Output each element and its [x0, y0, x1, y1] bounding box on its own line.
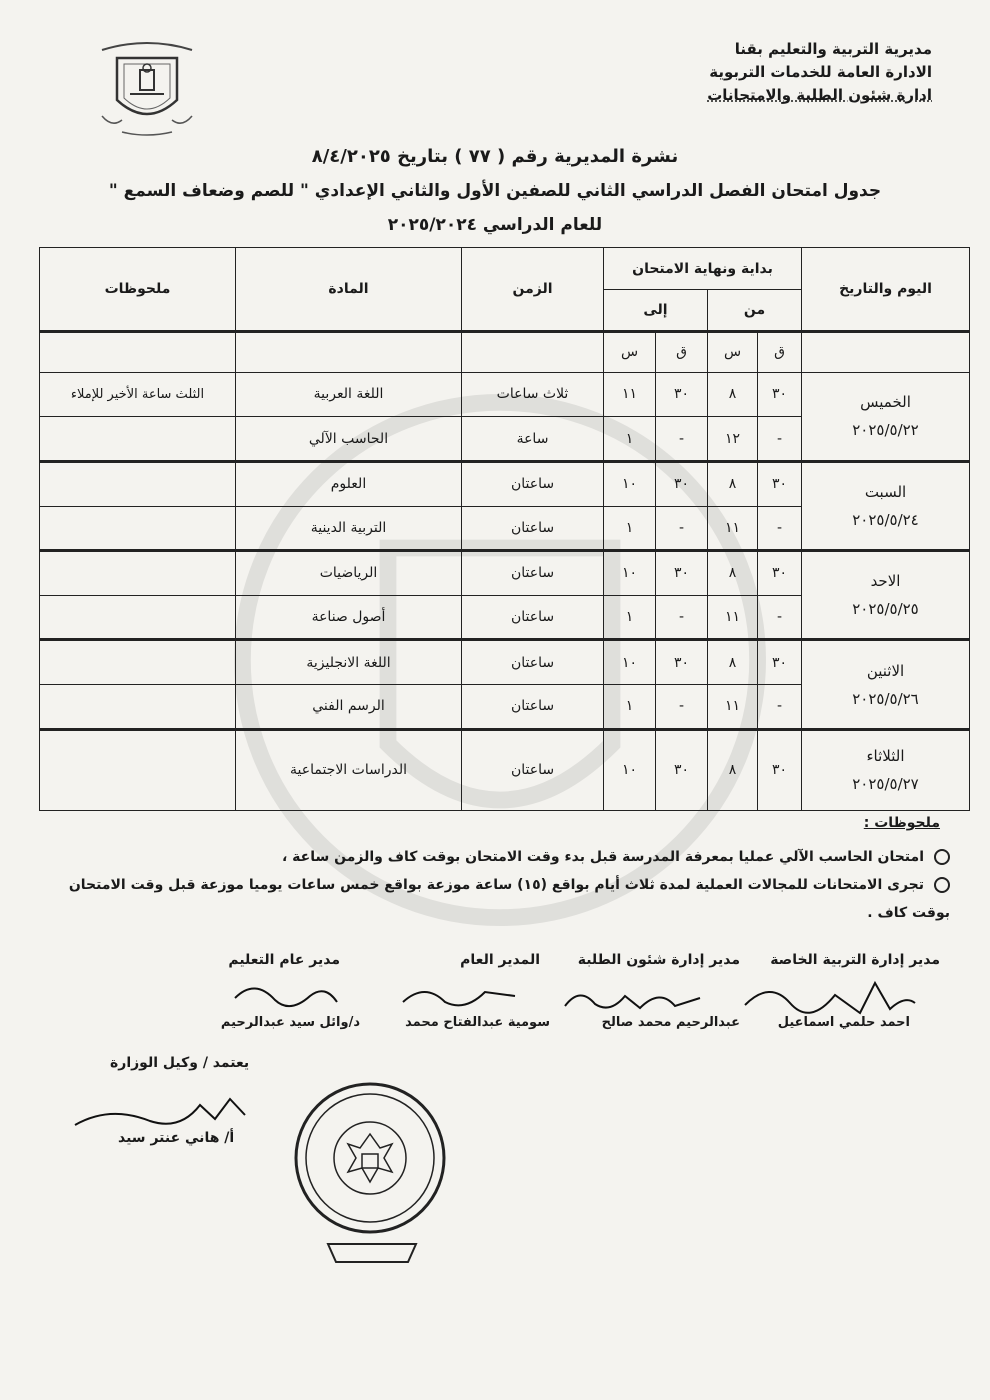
- to-hour-cell: ١٠: [604, 640, 656, 685]
- to-minute-cell: -: [656, 506, 708, 551]
- to-minute-cell: ٣٠: [656, 729, 708, 810]
- from-hour-cell: ١٢: [708, 417, 758, 462]
- note-text: امتحان الحاسب الآلي عمليا بمعرفة المدرسة قبل بدء وقت الامتحان بوقت كاف والزمن ساعة ،: [281, 849, 924, 865]
- signature-icon: [70, 1085, 270, 1135]
- from-minute-cell: ٣٠: [758, 551, 802, 596]
- header-line-3: ادارة شئون الطلبة والامتحانات: [707, 86, 932, 104]
- header-from: من: [708, 290, 802, 332]
- to-hour-cell: ١: [604, 595, 656, 640]
- exam-schedule-table: [40, 247, 970, 811]
- subject-cell: الحاسب الآلي: [236, 417, 462, 462]
- duration-cell: ثلاث ساعات: [462, 372, 604, 417]
- note-cell: [40, 640, 236, 685]
- note-cell: [40, 417, 236, 462]
- day-date-cell: [802, 640, 970, 729]
- approver-name: أ/ هاني عنتر سيد: [118, 1130, 235, 1146]
- to-hour-cell: ١: [604, 685, 656, 730]
- signature-icon: [225, 978, 345, 1018]
- blank-cell: [40, 332, 236, 373]
- header-duration: الزمن: [462, 248, 604, 332]
- to-minute-cell: ٣٠: [656, 640, 708, 685]
- signatory-name: احمد حلمي اسماعيل: [777, 1015, 910, 1030]
- seal-stamp-base-icon: [322, 1240, 422, 1264]
- note-cell: [40, 506, 236, 551]
- blank-cell: [802, 332, 970, 373]
- exam-date: ٢٠٢٥/٥/٢٦: [852, 689, 919, 708]
- table-row: [40, 461, 970, 506]
- header-line-1: مديرية التربية والتعليم بقنا: [734, 40, 932, 58]
- unit-to-hour: س: [604, 332, 656, 373]
- to-minute-cell: ٣٠: [656, 461, 708, 506]
- note-cell: [40, 461, 236, 506]
- to-hour-cell: ١٠: [604, 551, 656, 596]
- exam-day: الخميس: [860, 393, 911, 412]
- duration-cell: ساعتان: [462, 640, 604, 685]
- signature-title: مدير إدارة شئون الطلبة: [577, 952, 740, 968]
- signature-icon: [560, 978, 710, 1018]
- subject-cell: اللغة العربية: [236, 372, 462, 417]
- subject-cell: الدراسات الاجتماعية: [236, 729, 462, 810]
- duration-cell: ساعتان: [462, 729, 604, 810]
- from-hour-cell: ٨: [708, 729, 758, 810]
- from-minute-cell: ٣٠: [758, 461, 802, 506]
- exam-date: ٢٠٢٥/٥/٢٤: [852, 511, 919, 529]
- official-seal-icon: [290, 1078, 450, 1238]
- table-row: [40, 729, 970, 810]
- from-hour-cell: ٨: [708, 461, 758, 506]
- to-minute-cell: -: [656, 685, 708, 730]
- bullet-icon: [934, 849, 950, 865]
- subject-cell: اللغة الانجليزية: [236, 640, 462, 685]
- subject-cell: العلوم: [236, 461, 462, 506]
- exam-day: الاثنين: [866, 661, 905, 680]
- subject-cell: الرياضيات: [236, 551, 462, 596]
- exam-day: السبت: [864, 483, 907, 501]
- duration-cell: ساعتان: [462, 685, 604, 730]
- directorate-header: [632, 38, 932, 107]
- document-titles: [30, 140, 960, 242]
- from-minute-cell: -: [758, 595, 802, 640]
- duration-cell: ساعتان: [462, 506, 604, 551]
- note-cell: [40, 551, 236, 596]
- approval-label: يعتمد / وكيل الوزارة: [110, 1055, 250, 1071]
- day-date-cell: [802, 551, 970, 640]
- signature-names: [200, 1015, 940, 1039]
- from-hour-cell: ٨: [708, 640, 758, 685]
- schedule-title: جدول امتحان الفصل الدراسي الثاني للصفين الأول والثاني الإعدادي " للصم وضعاف السمع ": [108, 181, 882, 201]
- exam-date: ٢٠٢٥/٥/٢٢: [852, 421, 919, 440]
- signature-title: مدير إدارة التربية الخاصة: [770, 952, 940, 968]
- unit-to-minute: ق: [656, 332, 708, 373]
- table-row: [40, 372, 970, 417]
- from-minute-cell: -: [758, 685, 802, 730]
- header-day-date: اليوم والتاريخ: [802, 248, 970, 332]
- exam-date: ٢٠٢٥/٥/٢٧: [852, 775, 919, 794]
- exam-day: الثلاثاء: [866, 747, 905, 766]
- bulletin-title: نشرة المديرية رقم ( ٧٧ ) بتاريخ ٨/٤/٢٠٢٥: [311, 146, 679, 167]
- day-date-cell: [802, 729, 970, 810]
- duration-cell: ساعتان: [462, 551, 604, 596]
- signature-icon: [740, 975, 920, 1019]
- note-text: تجرى الامتحانات للمجالات العملية لمدة ثلاث أيام بواقع (١٥) ساعة موزعة بواقع خمس ساعات يوميا موزعة قبل وقت الامتحان بوقت كاف .: [68, 877, 950, 921]
- list-item: [35, 843, 950, 871]
- from-hour-cell: ١١: [708, 685, 758, 730]
- signature-title: المدير العام: [460, 952, 540, 968]
- unit-from-hour: س: [708, 332, 758, 373]
- header-line-2: الادارة العامة للخدمات التربوية: [709, 63, 932, 81]
- signatory-name: عبدالرحيم محمد صالح: [601, 1015, 740, 1030]
- subject-cell: الرسم الفني: [236, 685, 462, 730]
- signatory-name: د/وائل سيد عبدالرحيم: [220, 1015, 360, 1030]
- day-date-cell: [802, 461, 970, 550]
- blank-cell: [236, 332, 462, 373]
- to-hour-cell: ١٠: [604, 729, 656, 810]
- duration-cell: ساعة: [462, 417, 604, 462]
- header-start-end: بداية ونهاية الامتحان: [604, 248, 802, 290]
- to-hour-cell: ١: [604, 506, 656, 551]
- from-minute-cell: -: [758, 506, 802, 551]
- academic-year: للعام الدراسي ٢٠٢٥/٢٠٢٤: [387, 215, 603, 235]
- directorate-logo-icon: [92, 28, 202, 138]
- duration-cell: ساعتان: [462, 595, 604, 640]
- signature-title: مدير عام التعليم: [228, 952, 340, 968]
- header-to: إلى: [604, 290, 708, 332]
- from-minute-cell: ٣٠: [758, 640, 802, 685]
- to-minute-cell: -: [656, 417, 708, 462]
- from-hour-cell: ١١: [708, 506, 758, 551]
- notes-list: [35, 843, 950, 927]
- table-row: [40, 551, 970, 596]
- note-cell: [40, 595, 236, 640]
- header-subject: المادة: [236, 248, 462, 332]
- note-cell: [40, 729, 236, 810]
- to-hour-cell: ١: [604, 417, 656, 462]
- subject-cell: أصول صناعة: [236, 595, 462, 640]
- signature-titles: [200, 952, 940, 976]
- list-item: [35, 871, 950, 927]
- notes-title: ملحوظات :: [863, 815, 940, 831]
- from-hour-cell: ٨: [708, 372, 758, 417]
- from-hour-cell: ١١: [708, 595, 758, 640]
- from-hour-cell: ٨: [708, 551, 758, 596]
- note-cell: الثلث ساعة الأخير للإملاء: [40, 372, 236, 417]
- exam-date: ٢٠٢٥/٥/٢٥: [852, 600, 919, 619]
- to-minute-cell: ٣٠: [656, 551, 708, 596]
- from-minute-cell: ٣٠: [758, 729, 802, 810]
- table-row: [40, 640, 970, 685]
- signature-icon: [395, 972, 525, 1016]
- duration-cell: ساعتان: [462, 461, 604, 506]
- bullet-icon: [934, 877, 950, 893]
- header-notes: ملحوظات: [40, 248, 236, 332]
- exam-day: الاحد: [870, 572, 901, 591]
- table-body: [40, 332, 970, 811]
- from-minute-cell: -: [758, 417, 802, 462]
- subject-cell: التربية الدينية: [236, 506, 462, 551]
- note-cell: [40, 685, 236, 730]
- signatory-name: سومية عبدالفتاح محمد: [405, 1015, 550, 1030]
- to-minute-cell: -: [656, 595, 708, 640]
- to-hour-cell: ١٠: [604, 461, 656, 506]
- to-hour-cell: ١١: [604, 372, 656, 417]
- to-minute-cell: ٣٠: [656, 372, 708, 417]
- blank-cell: [462, 332, 604, 373]
- from-minute-cell: ٣٠: [758, 372, 802, 417]
- unit-from-minute: ق: [758, 332, 802, 373]
- day-date-cell: [802, 372, 970, 461]
